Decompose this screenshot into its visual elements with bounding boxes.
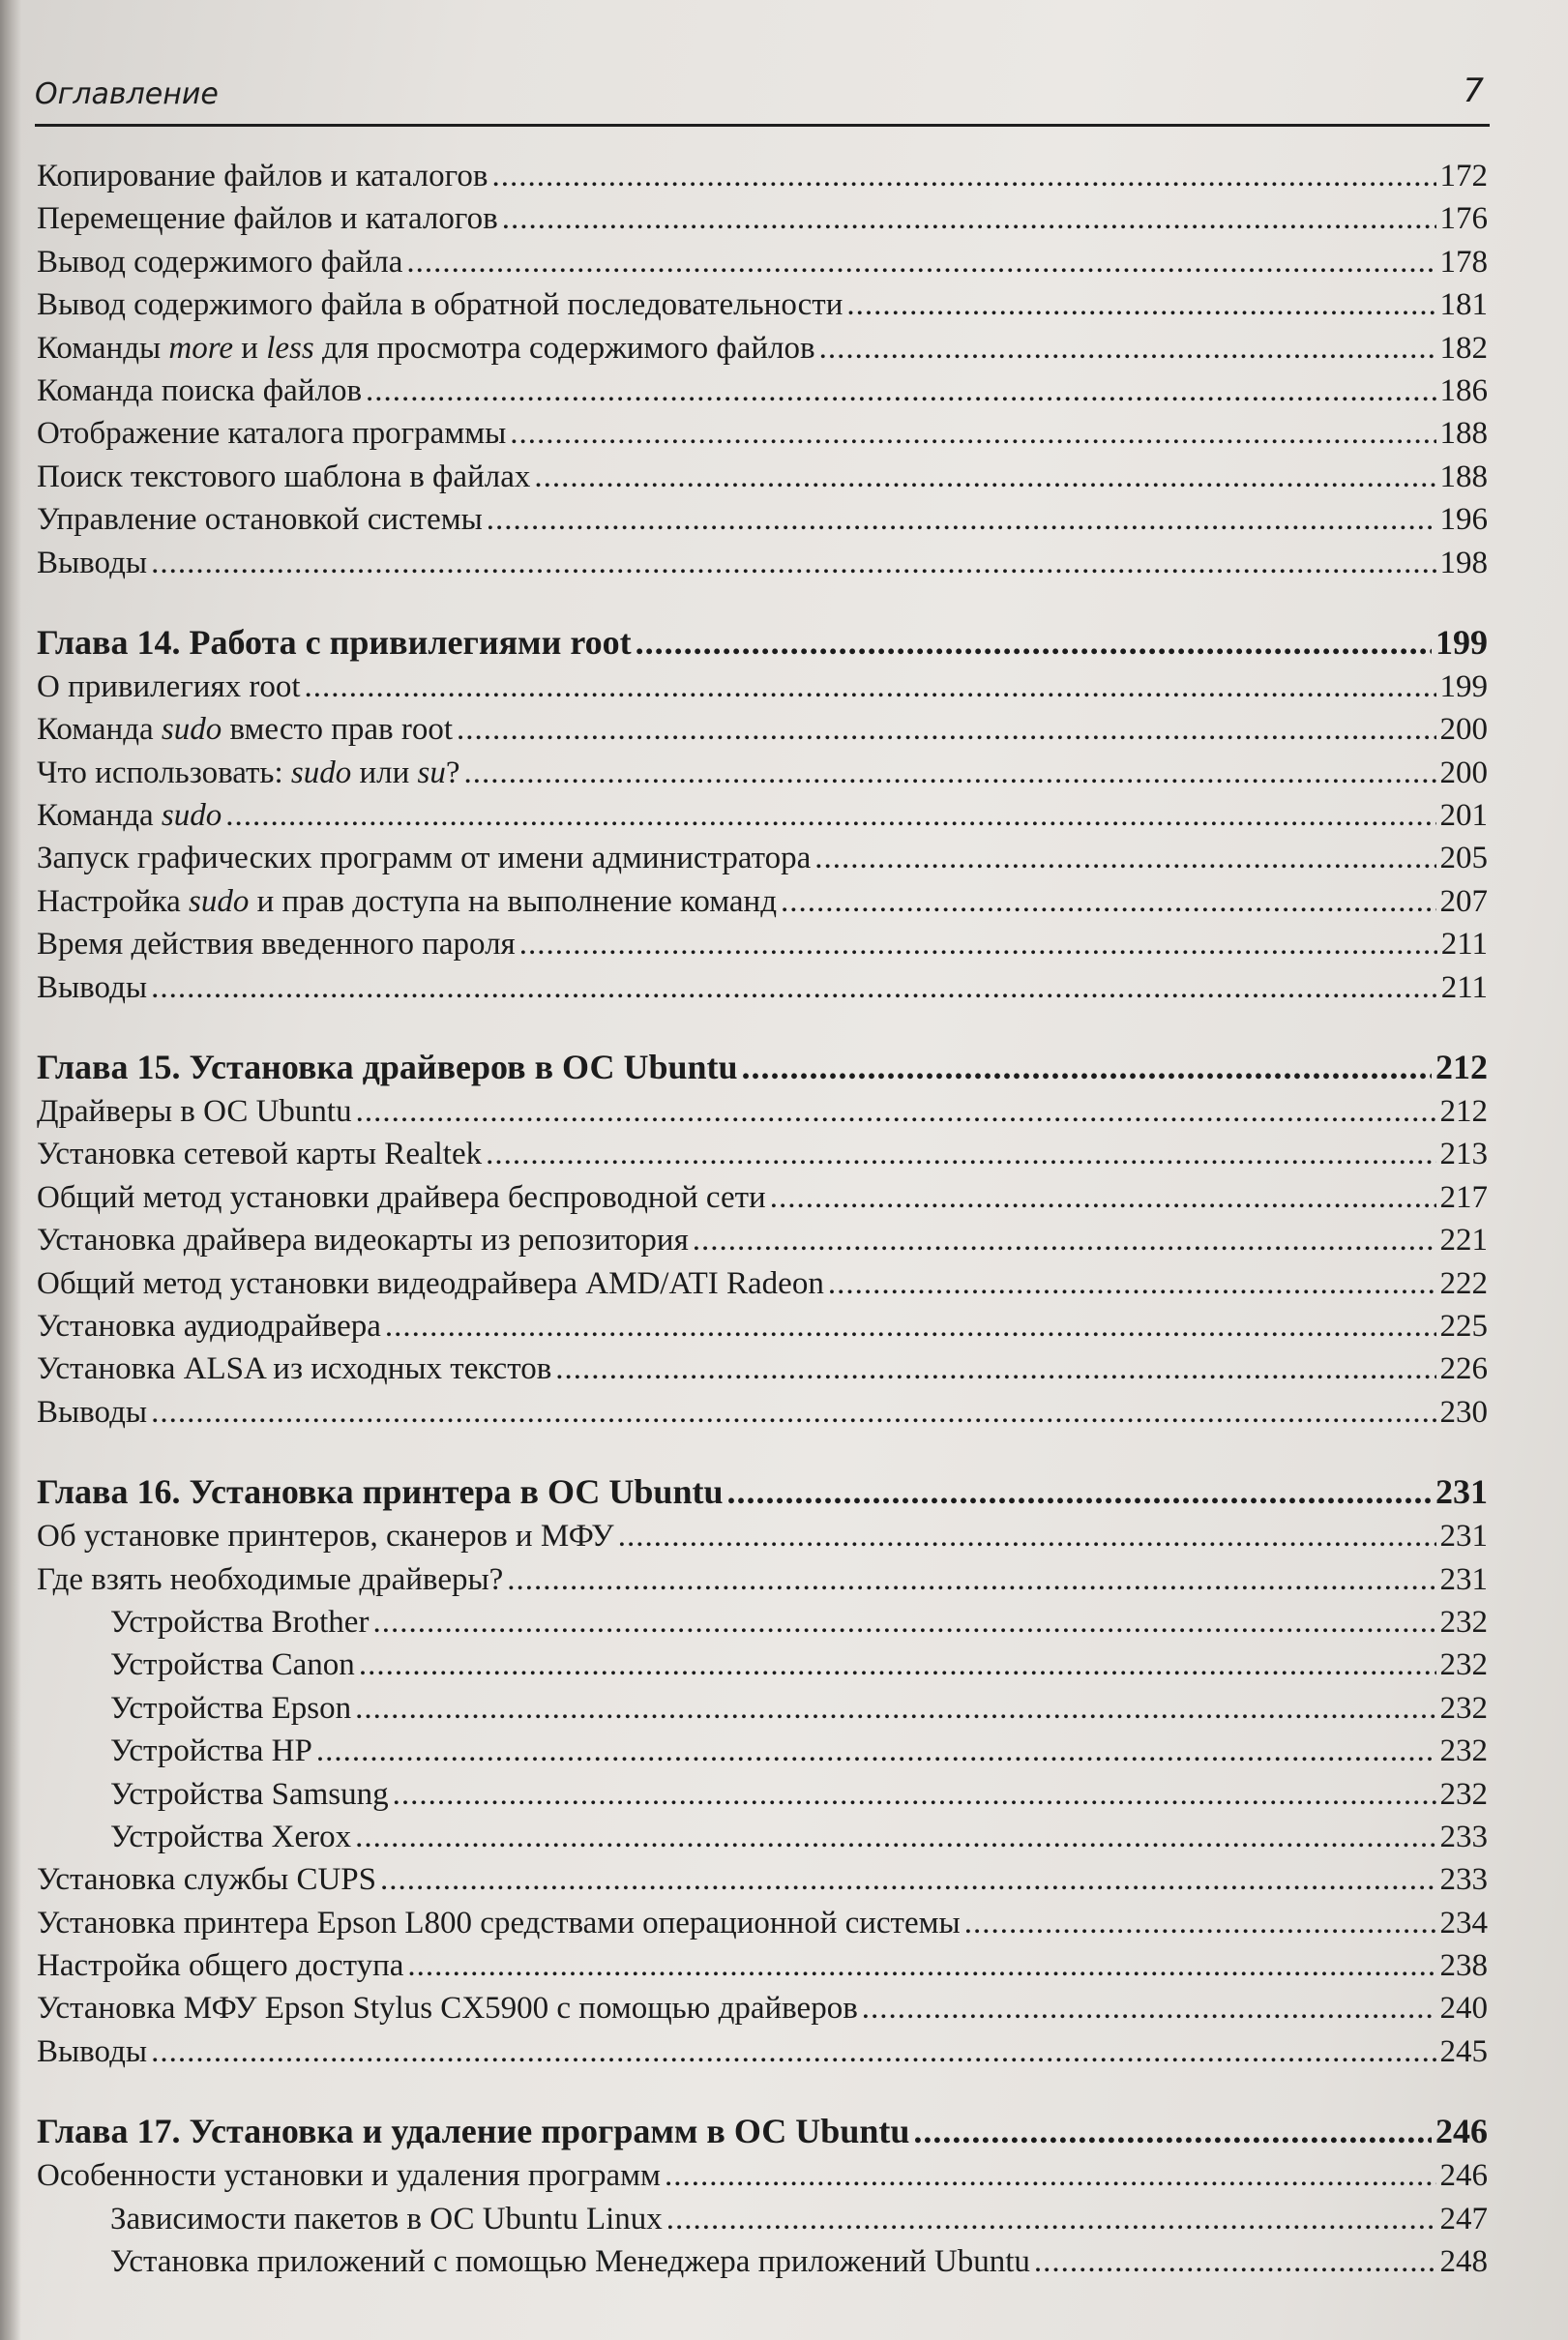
toc-entry: Установка ALSA из исходных текстов ..... 226: [37, 1348, 1488, 1390]
toc-entry: Запуск графических программ от имени администратора ..... 205: [37, 837, 1488, 879]
toc-subentry: Устройства Samsung ..... 232: [37, 1773, 1488, 1816]
toc-entry: Команда поиска файлов ..... 186: [37, 370, 1488, 412]
toc-entry: Команды more и less для просмотра содержимого файлов ..... 182: [37, 327, 1488, 370]
toc-subentry: Зависимости пакетов в ОС Ubuntu Linux ..... 247: [37, 2198, 1488, 2240]
toc-entry: Общий метод установки видеодрайвера AMD/ATI Radeon ..... 222: [37, 1262, 1488, 1305]
page-number: 7: [1463, 72, 1484, 110]
toc-entry: Об установке принтеров, сканеров и МФУ ..... 231: [37, 1515, 1488, 1557]
toc-entry: Общий метод установки драйвера беспроводной сети ..... 217: [37, 1176, 1488, 1219]
toc-entry: Установка аудиодрайвера ..... 225: [37, 1305, 1488, 1348]
toc-entry: Управление остановкой системы ..... 196: [37, 498, 1488, 541]
table-of-contents: [37, 155, 1488, 2283]
toc-entry: Копирование файлов и каталогов ..... 172: [37, 155, 1488, 197]
toc-subentry: Устройства HP ..... 232: [37, 1730, 1488, 1772]
toc-entry: Выводы ..... 230: [37, 1391, 1488, 1434]
toc-entry: Отображение каталога программы ..... 188: [37, 412, 1488, 455]
toc-chapter-entry: Глава 14. Работа с привилегиями root ..... 199: [37, 619, 1488, 666]
toc-subentry: Устройства Epson ..... 232: [37, 1687, 1488, 1730]
running-head-title: Оглавление: [35, 77, 219, 111]
toc-entry: Установка МФУ Epson Stylus CX5900 с помощью драйверов ..... 240: [37, 1987, 1488, 2029]
toc-entry: Что использовать: sudo или su? ..... 200: [37, 752, 1488, 794]
running-head: [35, 70, 1490, 127]
toc-chapter-entry: Глава 15. Установка драйверов в ОС Ubuntu ..... 212: [37, 1044, 1488, 1090]
toc-entry: Установка сетевой карты Realtek ..... 213: [37, 1133, 1488, 1175]
toc-chapter-entry: Глава 16. Установка принтера в ОС Ubuntu ..... 231: [37, 1468, 1488, 1515]
toc-entry: Установка службы CUPS ..... 233: [37, 1858, 1488, 1901]
toc-entry: Вывод содержимого файла ..... 178: [37, 241, 1488, 283]
toc-entry: Настройка sudo и прав доступа на выполнение команд ..... 207: [37, 880, 1488, 923]
toc-entry: О привилегиях root ..... 199: [37, 666, 1488, 708]
toc-entry: Выводы ..... 245: [37, 2030, 1488, 2073]
toc-entry: Особенности установки и удаления программ ..... 246: [37, 2154, 1488, 2197]
toc-subentry: Устройства Xerox ..... 233: [37, 1816, 1488, 1858]
toc-entry: Где взять необходимые драйверы? ..... 231: [37, 1558, 1488, 1601]
toc-entry: Перемещение файлов и каталогов ..... 176: [37, 197, 1488, 240]
toc-entry: Команда sudo ..... 201: [37, 794, 1488, 837]
toc-entry: Команда sudo вместо прав root ..... 200: [37, 708, 1488, 751]
page-gutter-shadow: [0, 0, 21, 2340]
toc-entry: Поиск текстового шаблона в файлах ..... 188: [37, 456, 1488, 498]
toc-entry: Вывод содержимого файла в обратной последовательности ..... 181: [37, 283, 1488, 326]
toc-entry: Время действия введенного пароля ..... 211: [37, 923, 1488, 965]
toc-entry: Выводы ..... 211: [37, 966, 1488, 1009]
toc-subentry: Устройства Canon ..... 232: [37, 1644, 1488, 1686]
toc-entry: Установка драйвера видеокарты из репозитория ..... 221: [37, 1219, 1488, 1261]
toc-entry: Установка принтера Epson L800 средствами операционной системы ..... 234: [37, 1902, 1488, 1944]
toc-subentry: Установка приложений с помощью Менеджера приложений Ubuntu ..... 248: [37, 2240, 1488, 2283]
toc-chapter-entry: Глава 17. Установка и удаление программ в ОС Ubuntu ..... 246: [37, 2108, 1488, 2154]
toc-subentry: Устройства Brother ..... 232: [37, 1601, 1488, 1644]
toc-entry: Выводы ..... 198: [37, 542, 1488, 584]
toc-entry: Драйверы в ОС Ubuntu ..... 212: [37, 1090, 1488, 1133]
toc-entry: Настройка общего доступа ..... 238: [37, 1944, 1488, 1987]
